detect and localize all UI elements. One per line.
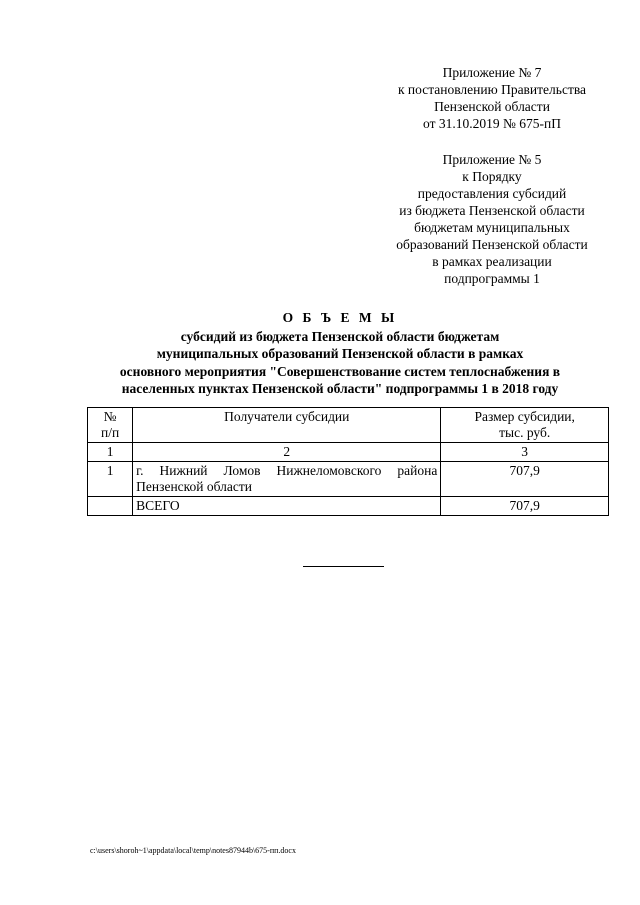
- appendix-line: образований Пензенской области: [396, 237, 588, 252]
- appendix-7-reference: [360, 64, 624, 132]
- appendix-line: от 31.10.2019 № 675-пП: [423, 116, 561, 131]
- closing-divider: [303, 566, 384, 567]
- row-amount: 707,9: [441, 462, 609, 497]
- appendix-line: бюджетам муниципальных: [414, 220, 570, 235]
- table-header-row: [88, 408, 609, 443]
- column-number: 2: [133, 443, 441, 462]
- appendix-line: Приложение № 7: [442, 65, 542, 80]
- header-amount: Размер субсидии, тыс. руб.: [441, 408, 609, 443]
- column-number: 3: [441, 443, 609, 462]
- row-number: 1: [88, 462, 133, 497]
- total-empty-cell: [88, 497, 133, 516]
- document-title: [60, 309, 620, 398]
- appendix-line: предоставления субсидий: [417, 186, 567, 201]
- title-line: субсидий из бюджета Пензенской области бюджетам: [180, 328, 500, 344]
- title-line: основного мероприятия "Совершенствование систем теплоснабжения в: [119, 363, 561, 379]
- appendix-line: подпрограммы 1: [444, 271, 540, 286]
- title-line: муниципальных образований Пензенской области в рамках: [156, 346, 524, 361]
- title-line: населенных пунктах Пензенской области" подпрограммы 1 в 2018 году: [121, 381, 559, 396]
- title-heading: О Б Ъ Е М Ы: [282, 310, 398, 325]
- appendix-line: из бюджета Пензенской области: [399, 203, 585, 218]
- file-path-footer: c:\users\shoroh~1\appdata\local\temp\notes87944b\675-пп.docx: [90, 846, 296, 855]
- subsidies-table: [87, 407, 609, 516]
- total-amount: 707,9: [441, 497, 609, 516]
- table-row: [88, 462, 609, 497]
- appendix-line: в рамках реализации: [432, 254, 552, 269]
- column-numbers-row: [88, 443, 609, 462]
- appendix-line: к Порядку: [462, 169, 522, 184]
- appendix-line: к постановлению Правительства: [397, 82, 587, 97]
- header-recipient: Получатели субсидии: [133, 408, 441, 443]
- header-number: № п/п: [88, 408, 133, 443]
- total-label: ВСЕГО: [133, 497, 441, 516]
- appendix-line: Приложение № 5: [442, 152, 542, 167]
- appendix-line: Пензенской области: [434, 99, 550, 114]
- column-number: 1: [88, 443, 133, 462]
- total-row: [88, 497, 609, 516]
- row-recipient: г. Нижний Ломов Нижнеломовского района Пензенской области: [133, 462, 441, 497]
- appendix-5-reference: [360, 151, 624, 287]
